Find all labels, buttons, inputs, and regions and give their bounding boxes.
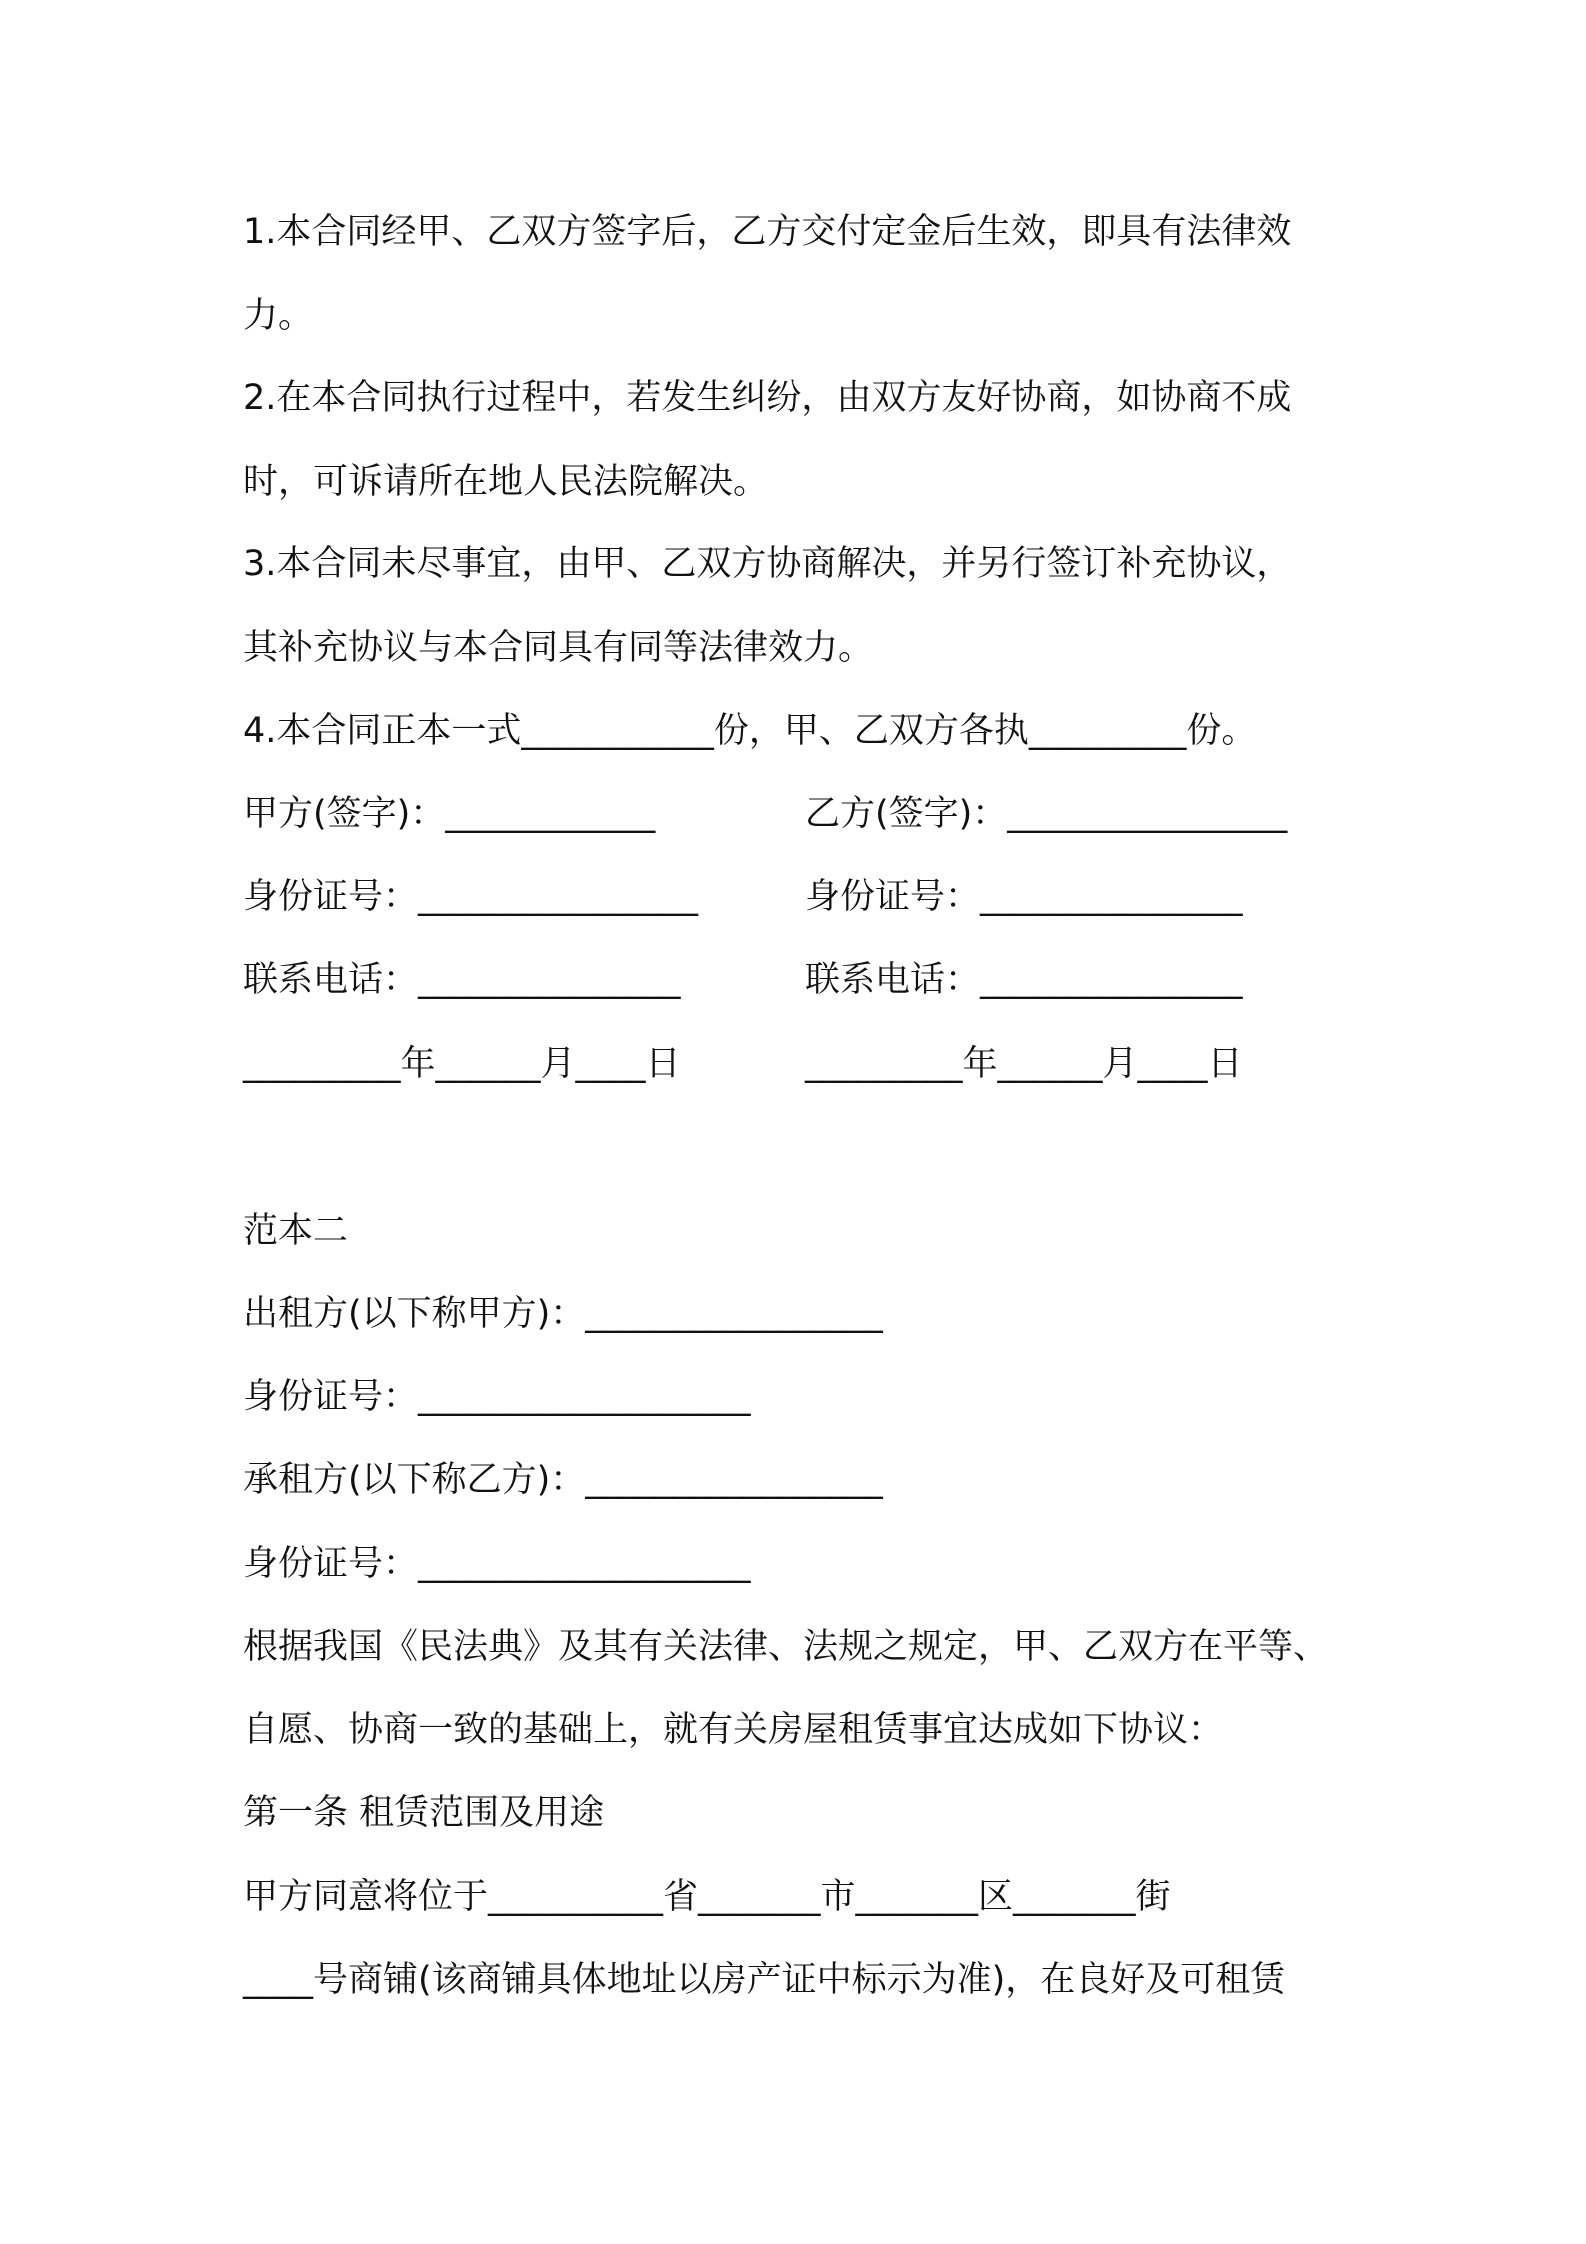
party-b-phone: 联系电话：_______________	[805, 960, 1243, 1000]
article-1-title: 第一条 租赁范围及用途	[243, 1793, 605, 1833]
party-b-date: _________年______月____日	[805, 1044, 1243, 1084]
clause-2-line-1: 2.在本合同执行过程中，若发生纠纷，由双方友好协商，如协商不成	[243, 378, 1292, 418]
party-a-id: 身份证号：________________	[243, 877, 699, 917]
clause-1-line-1: 1.本合同经甲、乙双方签字后，乙方交付定金后生效，即具有法律效	[243, 212, 1292, 252]
party-b-id: 身份证号：_______________	[805, 877, 1243, 917]
template-2-heading: 范本二	[243, 1211, 349, 1251]
clause-4-line-1: 4.本合同正本一式___________份，甲、乙双方各执_________份。	[243, 711, 1257, 751]
party-a-date: _________年______月____日	[243, 1044, 681, 1084]
clause-2-line-2: 时，可诉请所在地人民法院解决。	[243, 462, 769, 502]
lessor-id-field: 身份证号：___________________	[243, 1377, 751, 1417]
lessee-id-field: 身份证号：___________________	[243, 1544, 751, 1584]
party-a-phone: 联系电话：_______________	[243, 960, 681, 1000]
clause-3-line-2: 其补充协议与本合同具有同等法律效力。	[243, 628, 874, 668]
preamble-line-2: 自愿、协商一致的基础上，就有关房屋租赁事宜达成如下协议：	[243, 1710, 1224, 1750]
party-b-sign: 乙方(签字)：________________	[805, 794, 1288, 834]
article-1-line-1: 甲方同意将位于__________省_______市_______区_______街	[243, 1877, 1171, 1917]
clause-1-line-2: 力。	[243, 296, 314, 336]
party-a-sign: 甲方(签字)：____________	[243, 794, 656, 834]
lessor-field: 出租方(以下称甲方)：_________________	[243, 1294, 883, 1334]
lessee-field: 承租方(以下称乙方)：_________________	[243, 1460, 883, 1500]
clause-3-line-1: 3.本合同未尽事宜，由甲、乙双方协商解决，并另行签订补充协议，	[243, 544, 1292, 584]
article-1-line-2: ____号商铺(该商铺具体地址以房产证中标示为准)，在良好及可租赁	[243, 1960, 1286, 2000]
preamble-line-1: 根据我国《民法典》及其有关法律、法规之规定，甲、乙双方在平等、	[243, 1627, 1329, 1667]
